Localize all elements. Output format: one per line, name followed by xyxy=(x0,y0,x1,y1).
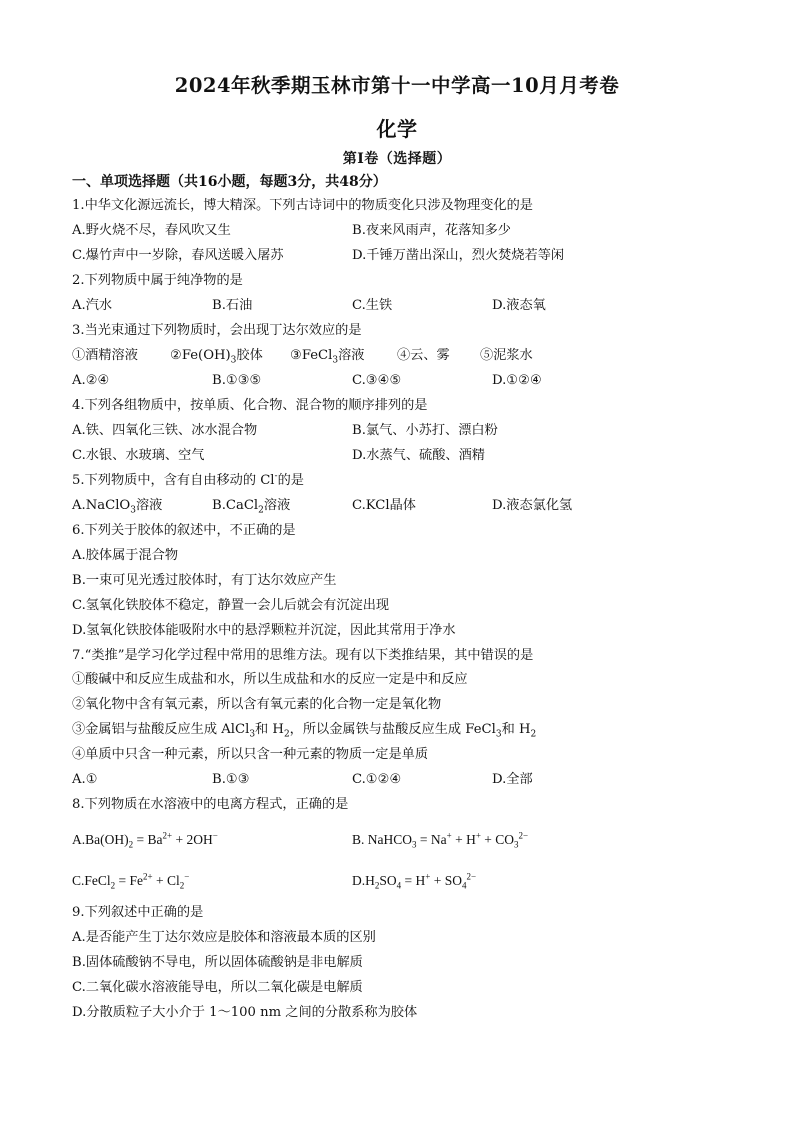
question-1-option-d: D.千锤万凿出深山，烈火焚烧若等闲 xyxy=(352,248,565,263)
question-9-option-b: B.固体硫酸钠不导电，所以固体硫酸钠是非电解质 xyxy=(72,955,363,970)
question-7-option-c: C.①②④ xyxy=(352,772,402,787)
question-5-option-a: A.NaClO$_3$溶液 xyxy=(72,498,163,516)
question-7-option-d: D.全部 xyxy=(492,772,533,787)
question-3-item-1: ①酒精溶液 xyxy=(72,348,138,363)
question-3-item-3: ③FeCl$_3$溶液 xyxy=(290,348,365,366)
question-6-option-c: C.氢氧化铁胶体不稳定，静置一会儿后就会有沉淀出现 xyxy=(72,598,390,613)
question-1-option-a: A.野火烧不尽，春风吹又生 xyxy=(72,223,231,238)
question-7-item-2: ②氧化物中含有氧元素，所以含有氧元素的化合物一定是氧化物 xyxy=(72,697,442,712)
question-8-option-c: C.FeCl$_2$ = $Fe^{2+} + Cl_2^-$ xyxy=(72,871,190,891)
question-7-item-3: ③金属铝与盐酸反应生成 AlCl$_3$和 $H_2$，所以金属铁与盐酸反应生成 FeCl$_3$和 $H_2$ xyxy=(72,722,537,740)
question-9-option-d: D.分散质粒子大小介于 1～100 nm 之间的分散系称为胶体 xyxy=(72,1005,418,1020)
section-heading: 一、单项选择题（共16小题，每题3分，共48分） xyxy=(72,174,387,190)
question-4-option-b: B.氯气、小苏打、漂白粉 xyxy=(352,423,498,438)
question-7-option-b: B.①③ xyxy=(212,772,250,787)
question-2-option-a: A.汽水 xyxy=(72,298,113,313)
question-3-stem: 3.当光束通过下列物质时，会出现丁达尔效应的是 xyxy=(72,323,362,338)
question-2-option-c: C.生铁 xyxy=(352,298,393,313)
question-8-option-a: $A.Ba(OH)_2 = Ba^{2+} + 2OH^-$ xyxy=(72,830,218,850)
question-3-option-d: D.①②④ xyxy=(492,373,542,388)
question-1-option-c: C.爆竹声中一岁除，春风送暖入屠苏 xyxy=(72,248,284,263)
question-9-option-c: C.二氧化碳水溶液能导电，所以二氧化碳是电解质 xyxy=(72,980,363,995)
question-8-stem: 8.下列物质在水溶液中的电离方程式，正确的是 xyxy=(72,797,349,812)
volume-heading: 第I卷（选择题） xyxy=(342,151,452,167)
question-3-option-c: C.③④⑤ xyxy=(352,373,402,388)
question-2-option-d: D.液态氧 xyxy=(492,298,546,313)
question-5-option-c: C.KCl晶体 xyxy=(352,498,416,513)
question-2-stem: 2.下列物质中属于纯净物的是 xyxy=(72,273,243,288)
question-1-option-b: B.夜来风雨声，花落知多少 xyxy=(352,223,511,238)
question-4-option-a: A.铁、四氧化三铁、冰水混合物 xyxy=(72,423,258,438)
question-4-stem: 4.下列各组物质中，按单质、化合物、混合物的顺序排列的是 xyxy=(72,398,428,413)
exam-title: 2024年秋季期玉林市第十一中学高一10月月考卷 xyxy=(174,74,620,97)
question-6-option-a: A.胶体属于混合物 xyxy=(72,548,179,563)
question-1-stem: 1.中华文化源远流长，博大精深。下列古诗词中的物质变化只涉及物理变化的是 xyxy=(72,198,533,213)
question-9-stem: 9.下列叙述中正确的是 xyxy=(72,905,204,920)
question-5-stem: 5.下列物质中，含有自由移动的 Cl-的是 xyxy=(72,471,304,488)
question-5-option-b: B.CaCl$_2$溶液 xyxy=(212,498,291,516)
question-7-option-a: A.① xyxy=(72,772,98,787)
question-3-option-a: A.②④ xyxy=(72,373,110,388)
question-8-option-b: B. NaHCO$_3$ = $Na^+ + H^+ + CO_3^{2-}$ xyxy=(352,830,529,850)
question-5-option-d: D.液态氯化氢 xyxy=(492,498,573,513)
question-7-item-4: ④单质中只含一种元素，所以只含一种元素的物质一定是单质 xyxy=(72,747,429,762)
question-7-stem: 7.“类推”是学习化学过程中常用的思维方法。现有以下类推结果，其中错误的是 xyxy=(72,648,534,663)
question-4-option-c: C.水银、水玻璃、空气 xyxy=(72,448,205,463)
question-8-option-d: $D.H_2SO_4 = H^+ + SO_4^{2-}$ xyxy=(352,871,477,891)
question-2-option-b: B.石油 xyxy=(212,298,253,313)
question-3-item-2: $②Fe(OH)_3$胶体 xyxy=(170,348,263,366)
question-9-option-a: A.是否能产生丁达尔效应是胶体和溶液最本质的区别 xyxy=(72,930,376,945)
question-3-item-5: ⑤泥浆水 xyxy=(480,348,533,363)
subject-heading: 化学 xyxy=(376,117,418,141)
question-6-option-b: B.一束可见光透过胶体时，有丁达尔效应产生 xyxy=(72,573,337,588)
question-4-option-d: D.水蒸气、硫酸、酒精 xyxy=(352,448,485,463)
question-6-stem: 6.下列关于胶体的叙述中，不正确的是 xyxy=(72,523,296,538)
question-6-option-d: D.氢氧化铁胶体能吸附水中的悬浮颗粒并沉淀，因此其常用于净水 xyxy=(72,623,456,638)
question-3-option-b: B.①③⑤ xyxy=(212,373,262,388)
question-7-item-1: ①酸碱中和反应生成盐和水，所以生成盐和水的反应一定是中和反应 xyxy=(72,672,468,687)
question-3-item-4: ④云、雾 xyxy=(397,348,450,363)
